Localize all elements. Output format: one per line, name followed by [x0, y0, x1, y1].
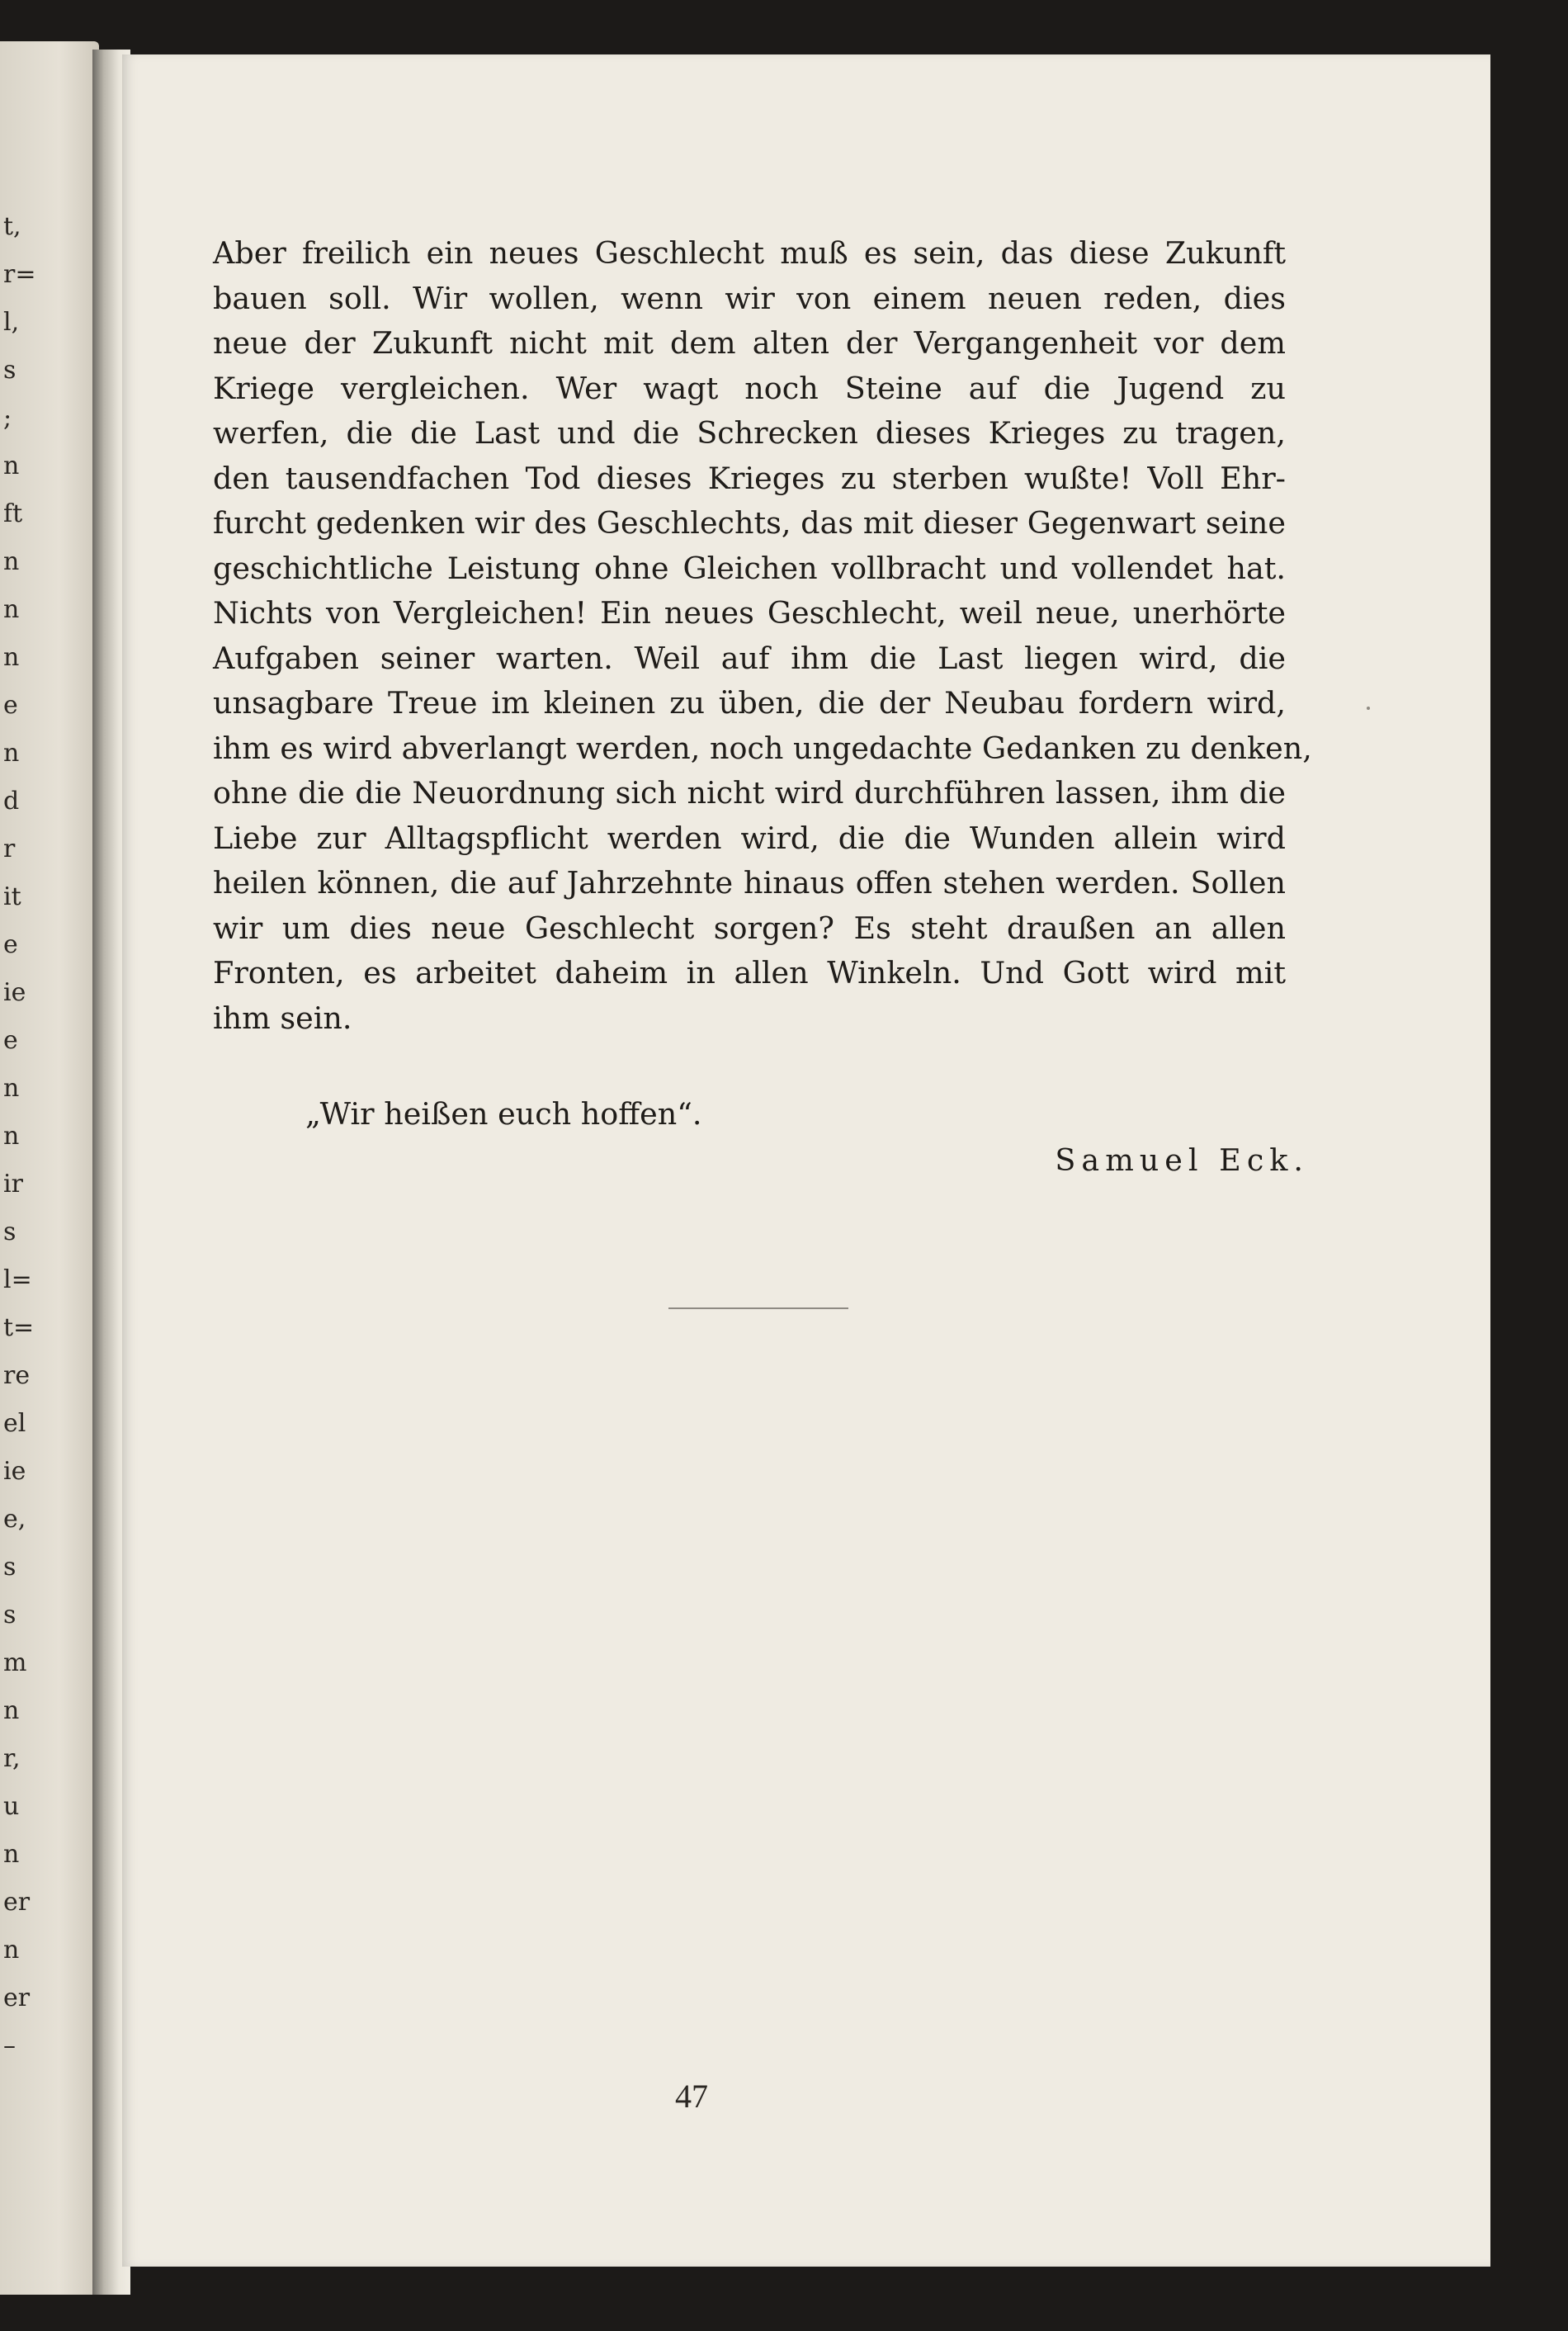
- body-line: Fronten, es arbeitet daheim in allen Winkeln. Und Gott wird mit: [213, 955, 1286, 991]
- facing-page-glyph: u: [3, 1792, 20, 1821]
- facing-page-glyph: ir: [3, 1170, 23, 1199]
- facing-page-glyph: n: [3, 1696, 20, 1725]
- body-line: furcht gedenken wir des Geschlechts, das mit dieser Gegenwart seine: [213, 505, 1286, 541]
- section-divider: [668, 1307, 848, 1309]
- body-line: werfen, die die Last und die Schrecken dieses Krieges zu tragen,: [213, 415, 1286, 451]
- facing-page-glyph: t=: [3, 1313, 35, 1342]
- facing-page-glyph: r=: [3, 260, 36, 289]
- facing-page-glyph: e,: [3, 1505, 26, 1534]
- body-line: Aber freilich ein neues Geschlecht muß es sein, das diese Zukunft: [213, 235, 1286, 271]
- facing-page-glyph: s: [3, 356, 17, 385]
- quote-line: „Wir heißen euch hoffen“.: [305, 1096, 702, 1132]
- body-line: Liebe zur Alltagspflicht werden wird, die die Wunden allein wird: [213, 820, 1286, 856]
- body-line: neue der Zukunft nicht mit dem alten der Vergangenheit vor dem: [213, 325, 1286, 361]
- body-line: wir um dies neue Geschlecht sorgen? Es steht draußen an allen: [213, 910, 1286, 946]
- facing-page-glyph: –: [3, 2031, 16, 2060]
- paper-speck: [1367, 707, 1370, 710]
- facing-page-glyph: n: [3, 1122, 20, 1151]
- facing-page-glyph: ;: [3, 404, 12, 433]
- facing-page-glyph: e: [3, 691, 18, 720]
- body-line: bauen soll. Wir wollen, wenn wir von einem neuen reden, dies: [213, 280, 1286, 316]
- facing-page-glyph: n: [3, 1074, 20, 1103]
- body-line: den tausendfachen Tod dieses Krieges zu sterben wußte! Voll Ehr-: [213, 460, 1286, 496]
- facing-page-glyph: e: [3, 930, 18, 959]
- facing-page-glyph: n: [3, 1840, 20, 1869]
- body-line: Nichts von Vergleichen! Ein neues Geschlecht, weil neue, unerhörte: [213, 595, 1286, 631]
- facing-page-glyph: re: [3, 1361, 31, 1390]
- body-line: Aufgaben seiner warten. Weil auf ihm die Last liegen wird, die: [213, 640, 1286, 676]
- facing-page-glyph: ft: [3, 499, 23, 528]
- facing-page-glyph: el: [3, 1409, 26, 1438]
- facing-page-glyph: n: [3, 547, 20, 576]
- body-line: unsagbare Treue im kleinen zu üben, die der Neubau fordern wird,: [213, 685, 1286, 721]
- facing-page-glyph: ie: [3, 1457, 26, 1486]
- page-number: 47: [675, 2078, 708, 2115]
- facing-page: [0, 41, 99, 2295]
- body-line: ihm sein.: [213, 1000, 352, 1036]
- facing-page-glyph: n: [3, 739, 20, 768]
- facing-page-glyph: r: [3, 835, 16, 863]
- body-line: Kriege vergleichen. Wer wagt noch Steine auf die Jugend zu: [213, 370, 1286, 406]
- facing-page-glyph: l,: [3, 308, 20, 337]
- facing-page-glyph: n: [3, 452, 20, 480]
- facing-page-glyph: d: [3, 787, 20, 816]
- facing-page-glyph: l=: [3, 1265, 32, 1294]
- body-line: ihm es wird abverlangt werden, noch ungedachte Gedanken zu denken,: [213, 730, 1312, 766]
- body-line: heilen können, die auf Jahrzehnte hinaus offen stehen werden. Sollen: [213, 865, 1286, 901]
- facing-page-glyph: r,: [3, 1744, 21, 1773]
- facing-page-glyph: e: [3, 1026, 18, 1055]
- facing-page-glyph: s: [3, 1600, 17, 1629]
- facing-page-glyph: n: [3, 643, 20, 672]
- facing-page-glyph: er: [3, 1888, 31, 1917]
- facing-page-glyph: er: [3, 1983, 31, 2012]
- body-line: ohne die die Neuordnung sich nicht wird durchführen lassen, ihm die: [213, 775, 1286, 811]
- facing-page-glyph: s: [3, 1218, 17, 1246]
- book-page: [122, 54, 1490, 2267]
- facing-page-glyph: m: [3, 1648, 27, 1677]
- facing-page-glyph: s: [3, 1553, 17, 1582]
- facing-page-glyph: t,: [3, 212, 21, 241]
- facing-page-glyph: n: [3, 1936, 20, 1965]
- body-line: geschichtliche Leistung ohne Gleichen vollbracht und vollendet hat.: [213, 550, 1286, 586]
- facing-page-glyph: ie: [3, 978, 26, 1007]
- body-text: [213, 231, 1312, 1041]
- facing-page-glyph: n: [3, 595, 20, 624]
- facing-page-glyph: it: [3, 882, 21, 911]
- author-signature: Samuel Eck.: [1055, 1142, 1309, 1178]
